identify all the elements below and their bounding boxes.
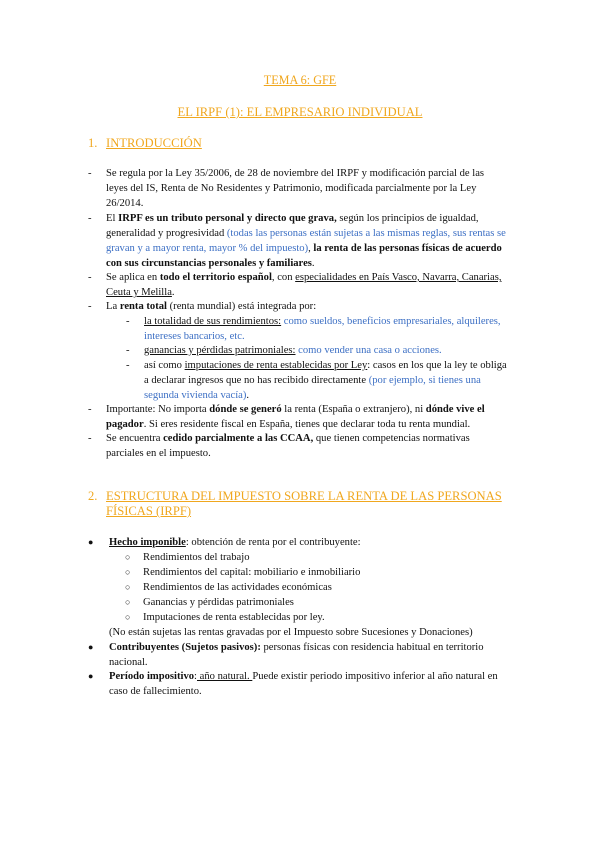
text: , [308, 243, 314, 254]
sublist-item [125, 565, 505, 580]
text: Importante: No importa [106, 404, 210, 415]
note-text: como vender una casa o acciones. [295, 345, 442, 356]
note-text: (todas las personas están sujetas a las mismas reglas, sus rentas se gravan y a mayor renta, mayor % del impuesto) [106, 228, 506, 254]
hecho-sublist [125, 550, 505, 625]
bullet-periodo [88, 669, 518, 699]
sub-item-ganancias [126, 343, 522, 358]
text: . [311, 258, 315, 269]
sub-item-rendimientos [126, 314, 522, 344]
text: Se aplica en [106, 272, 160, 283]
page-title: TEMA 6: GFE [263, 73, 337, 87]
underlined-text: ganancias y pérdidas patrimoniales: [144, 345, 296, 356]
bullet-hecho-imponible [88, 535, 518, 550]
text: según los principios de igualdad, generalidad y progresividad [106, 213, 479, 239]
list-dash: - [88, 404, 92, 415]
list-item-cedido [88, 431, 508, 461]
list-dash: - [88, 168, 92, 179]
bold-text: Período impositivo [109, 671, 195, 682]
circle-bullet: ○ [125, 552, 131, 562]
sublist-item [125, 550, 505, 565]
list-item-importante [88, 402, 518, 432]
text: la renta (España o extranjero), ni [281, 404, 426, 415]
underlined-text: imputaciones de renta establecidas por Ley [184, 360, 368, 371]
underlined-text: año natural. [197, 671, 253, 682]
text: La [106, 301, 120, 312]
text: . Si eres residente fiscal en España, tienes que declarar toda tu renta mundial. [143, 419, 471, 430]
sublist-text: Rendimientos del trabajo [143, 552, 250, 563]
bullet-contribuyentes [88, 640, 518, 670]
underlined-text: especialidades en País Vasco, Navarra, Canarias, Ceuta y Melilla [106, 272, 502, 298]
sub-item-imputaciones [126, 358, 512, 403]
text: (renta mundial) está integrada por: [167, 301, 317, 312]
text: que tienen competencias normativas parciales en el impuesto. [106, 433, 470, 459]
text: Puede existir periodo impositivo inferior al año natural en caso de fallecimiento. [109, 671, 498, 697]
section-2-number: 2. [88, 489, 98, 503]
text: El [106, 213, 119, 224]
sublist-text: Imputaciones de renta establecidas por ley. [143, 612, 325, 623]
underlined-text: la totalidad de sus rendimientos: [144, 316, 282, 327]
list-item-renta-total [88, 299, 508, 314]
list-dash: - [126, 345, 130, 356]
sublist-text: Rendimientos de las actividades económicas [143, 582, 332, 593]
text: : casos en los que la ley te obliga a declarar ingresos que no has recibido directamente [144, 360, 507, 386]
list-item-territorio [88, 270, 508, 300]
list-dash: - [126, 360, 130, 371]
note-sucesiones: (No están sujetas las rentas gravadas por el Impuesto sobre Sucesiones y Donaciones) [109, 627, 473, 638]
circle-bullet: ○ [125, 597, 131, 607]
list-dash: - [88, 301, 92, 312]
note-text: (por ejemplo, si tienes una segunda vivienda vacía) [144, 375, 481, 401]
bold-underlined-text: Hecho imponible [109, 537, 186, 548]
text: . [246, 390, 250, 401]
text: : obtención de renta por el contribuyente: [185, 537, 361, 548]
bold-text: Contribuyentes (Sujetos pasivos): [109, 642, 261, 653]
bullet-dot: ● [88, 642, 94, 652]
text: : [194, 671, 197, 682]
bold-text: la renta de las personas físicas de acuerdo con sus circunstancias personales y familiares [106, 243, 502, 269]
page-subtitle: EL IRPF (1): EL EMPRESARIO INDIVIDUAL [177, 105, 423, 119]
bold-text: IRPF es un tributo personal y directo que grava, [118, 213, 337, 224]
bold-text: cedido parcialmente a las CCAA, [163, 433, 314, 444]
bold-text: dónde vive el pagador [106, 404, 485, 430]
circle-bullet: ○ [125, 612, 131, 622]
section-2-title: ESTRUCTURA DEL IMPUESTO SOBRE LA RENTA DE LAS PERSONAS FÍSICAS (IRPF) [106, 489, 502, 518]
sublist-item [125, 580, 505, 595]
list-item-irpf [88, 211, 508, 271]
text: , con [271, 272, 296, 283]
list-dash: - [126, 316, 130, 327]
circle-bullet: ○ [125, 567, 131, 577]
section-2-heading [88, 489, 528, 519]
section-1-list [88, 166, 508, 211]
bullet-dot: ● [88, 671, 94, 681]
list-item-ley: Se regula por la Ley 35/2006, de 28 de noviembre del IRPF y modificación parcial de las leyes del IS, Renta de No Residentes y Patrimonio, modificada parcialmente por la Ley 26/2014. [106, 168, 485, 209]
sublist-text: Ganancias y pérdidas patrimoniales [143, 597, 294, 608]
list-dash: - [88, 433, 92, 444]
bold-text: todo el territorio español [159, 272, 272, 283]
section-1-number: 1. [88, 136, 98, 150]
sublist-item [125, 595, 505, 610]
text: Se encuentra [106, 433, 164, 444]
circle-bullet: ○ [125, 582, 131, 592]
list-dash: - [88, 272, 92, 283]
bullet-dot: ● [88, 537, 94, 547]
note-text: como sueldos, beneficios empresariales, alquileres, intereses bancarios, etc. [144, 316, 501, 342]
text: así como [144, 360, 185, 371]
text: . [171, 287, 175, 298]
bold-text: renta total [119, 301, 167, 312]
sublist-item [125, 610, 505, 625]
bold-text: dónde se generó [209, 404, 282, 415]
sublist-text: Rendimientos del capital: mobiliario e inmobiliario [143, 567, 361, 578]
section-1-title: INTRODUCCIÓN [106, 136, 202, 150]
list-dash: - [88, 213, 92, 224]
text: personas físicas con residencia habitual en territorio nacional. [109, 642, 484, 668]
